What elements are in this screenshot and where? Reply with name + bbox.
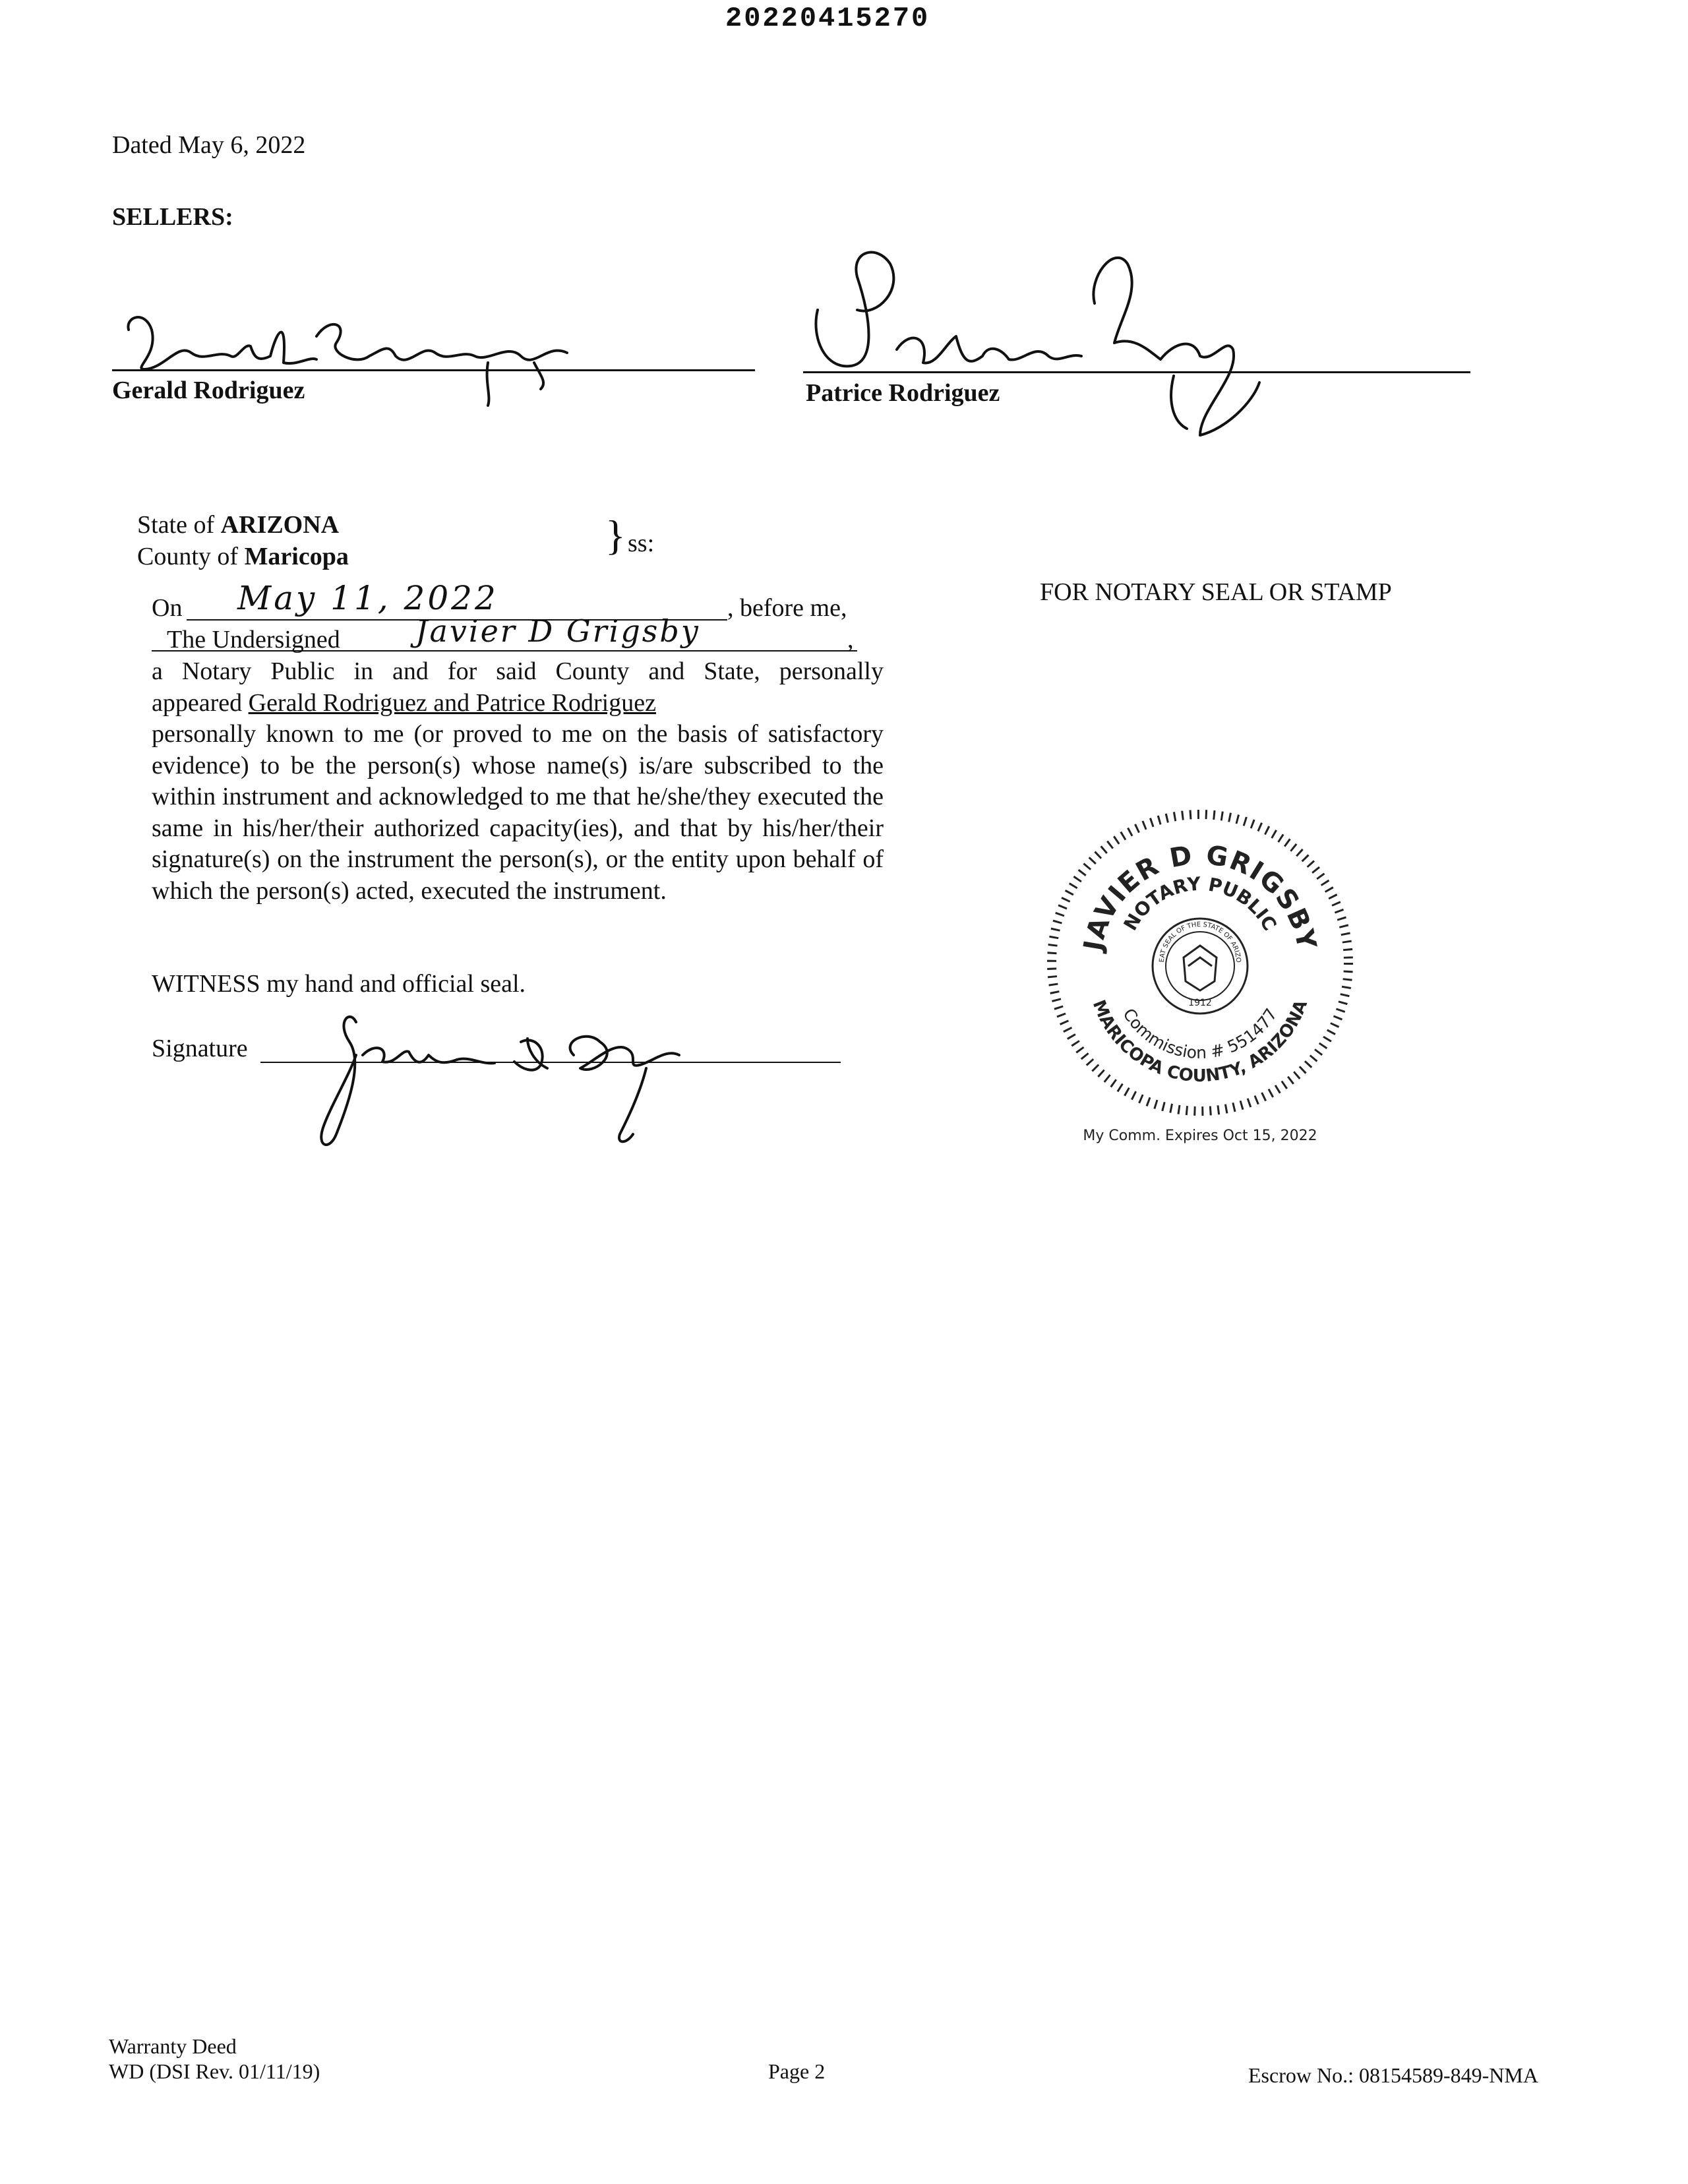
officer-comma: , bbox=[847, 626, 854, 653]
svg-text:JAVIER D GRIGSBY bbox=[1078, 840, 1322, 955]
state-label: State of bbox=[137, 511, 215, 539]
footer-form: WD (DSI Rev. 01/11/19) bbox=[109, 2059, 320, 2083]
venue-brace: } bbox=[605, 512, 626, 559]
appeared-label: appeared bbox=[152, 689, 243, 717]
recording-number: 20220415270 bbox=[725, 3, 930, 34]
seal-commission: Commission # 551477 bbox=[1119, 1005, 1281, 1063]
footer-escrow: Escrow No.: 08154589-849-NMA bbox=[1248, 2063, 1538, 2087]
seller2-signature bbox=[804, 237, 1306, 442]
officer-printed: The Undersigned bbox=[167, 626, 340, 653]
notary-line: a Notary Public in and for said County and State, personally bbox=[152, 657, 884, 685]
signature-label: Signature bbox=[152, 1035, 248, 1062]
acknowledgment-body: personally known to me (or proved to me on the basis of satisfactory evidence) to be the person(s) whose name(s) is/are subscribed to the within instrument and acknowledged to me that he/she/they executed the same in his/her/their authorized capacity(ies), and that by his/her/their signature(s) on the instrument the person(s), or the entity upon behalf of which the person(s) acted, executed the instrument. bbox=[152, 720, 884, 905]
notary-signature bbox=[310, 1002, 785, 1154]
appeared-names: Gerald Rodriguez and Patrice Rodriguez bbox=[248, 689, 656, 717]
venue-state bbox=[137, 509, 339, 541]
footer-doc-type: Warranty Deed bbox=[109, 2034, 237, 2058]
venue-county bbox=[137, 541, 349, 572]
seller2-signature-line bbox=[803, 371, 1470, 373]
state-value: ARIZONA bbox=[220, 511, 340, 539]
officer-blank-line bbox=[152, 650, 857, 652]
seal-name: JAVIER D GRIGSBY bbox=[1078, 839, 1323, 954]
seal-title: NOTARY PUBLIC bbox=[1119, 872, 1281, 934]
county-label: County of bbox=[137, 543, 239, 570]
before-me: , before me, bbox=[727, 594, 847, 622]
seal-county: MARICOPA COUNTY, ARIZONA bbox=[1088, 997, 1312, 1087]
officer-handwritten: Javier D Grigsby bbox=[415, 613, 700, 649]
seller1-name: Gerald Rodriguez bbox=[112, 377, 305, 404]
seller1-signature-line bbox=[112, 369, 755, 371]
svg-text:MARICOPA COUNTY, ARIZONA bbox=[1089, 997, 1311, 1086]
notary-seal bbox=[1042, 804, 1358, 1144]
dated-date: May 6, 2022 bbox=[178, 131, 306, 159]
notary-seal-graphic bbox=[1042, 804, 1358, 1121]
dated-line bbox=[112, 129, 305, 161]
on-label: On bbox=[152, 594, 183, 622]
witness-line: WITNESS my hand and official seal. bbox=[152, 970, 526, 998]
appeared-line bbox=[152, 687, 656, 719]
ack-date-handwritten: May 11, 2022 bbox=[237, 579, 498, 617]
notary-seal-heading: FOR NOTARY SEAL OR STAMP bbox=[1040, 578, 1392, 606]
seal-expires: My Comm. Expires Oct 15, 2022 bbox=[1083, 1128, 1317, 1144]
seal-inner-text: EAT SEAL OF THE STATE OF ARIZO bbox=[1158, 921, 1242, 963]
seller2-name: Patrice Rodriguez bbox=[806, 379, 1000, 407]
footer-page: Page 2 bbox=[768, 2059, 826, 2083]
dated-label: Dated bbox=[112, 131, 172, 159]
venue-ss: ss: bbox=[628, 530, 655, 557]
sellers-heading: SELLERS: bbox=[112, 203, 233, 231]
seal-year: 1912 bbox=[1188, 998, 1212, 1008]
county-value: Maricopa bbox=[244, 543, 349, 570]
